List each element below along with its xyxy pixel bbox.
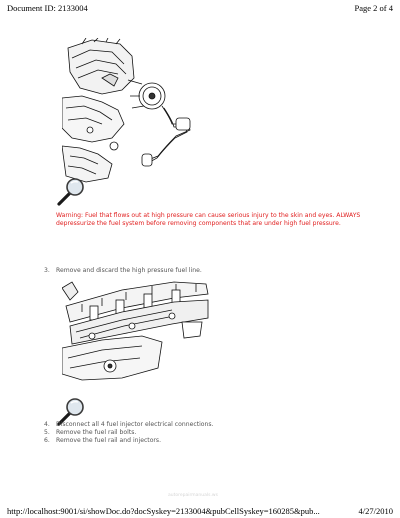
footer-date: 4/27/2010 [358, 506, 393, 516]
step-item: 3. Remove and discard the high pressure fuel line. [44, 267, 202, 274]
footer-url[interactable]: http://localhost:9001/si/showDoc.do?docSyskey=2133004&pubCellSyskey=160285&pub... [7, 506, 320, 516]
fuel-rail-illustration [62, 278, 210, 382]
step-item: 5. Remove the fuel rail bolts. [44, 429, 137, 436]
magnifier-icon [56, 176, 88, 206]
document-id: Document ID: 2133004 [7, 3, 88, 13]
watermark: autorepairmanuals.ws [168, 493, 218, 498]
page-number: Page 2 of 4 [354, 3, 393, 13]
engine-fuel-line-illustration [62, 38, 212, 186]
step-item: 4. Disconnect all 4 fuel injector electrical connections. [44, 421, 214, 428]
step-item: 6. Remove the fuel rail and injectors. [44, 437, 162, 444]
warning-text: Warning: Fuel that flows out at high pressure can cause serious injury to the skin and eyes. ALWAYS depressurize the fuel system before removing components that are under high fuel pressure. [56, 212, 361, 228]
